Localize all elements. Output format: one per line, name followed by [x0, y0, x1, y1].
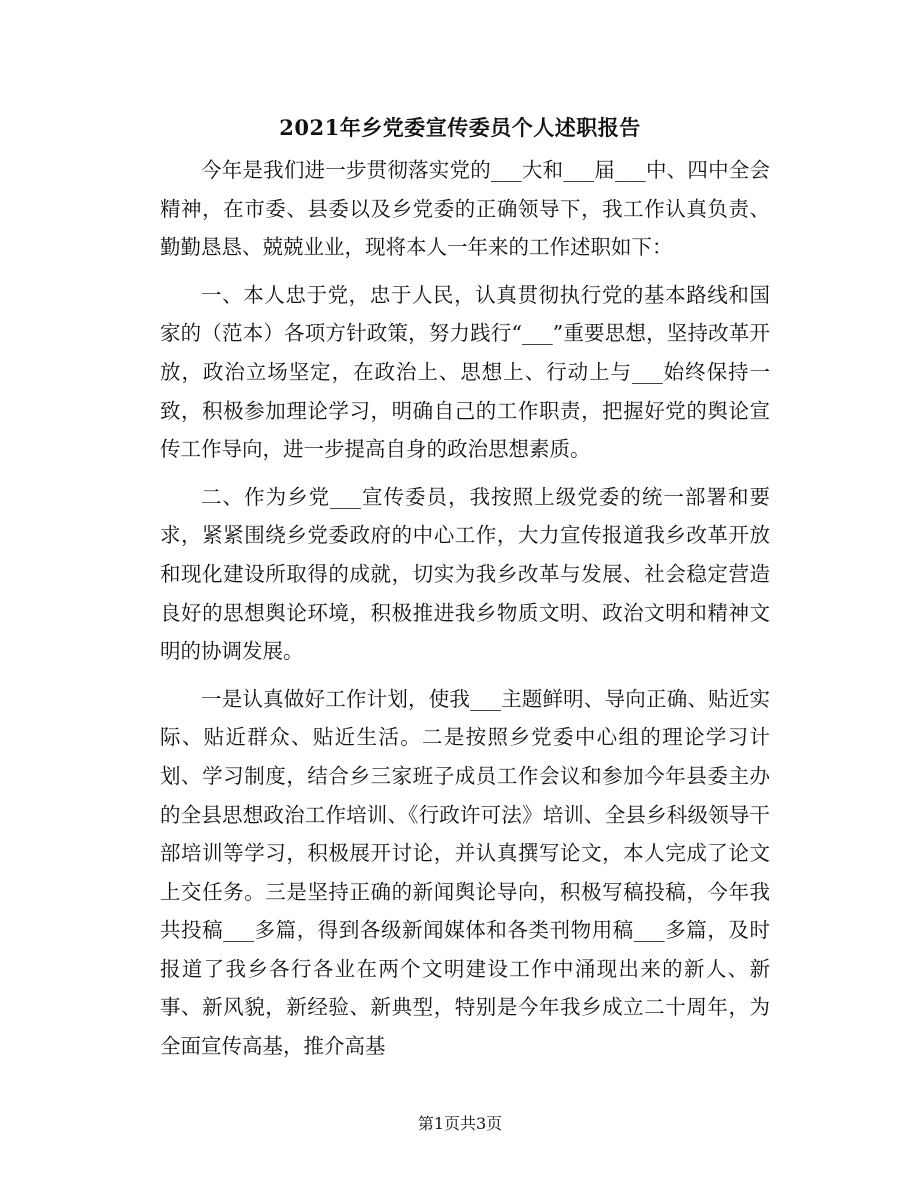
document-body: [160, 151, 770, 1066]
paragraph-work-details: 一是认真做好工作计划，使我___主题鲜明、导向正确、贴近实际、贴近群众、贴近生活。二是按照乡党委中心组的理论学习计划、学习制度，结合乡三家班子成员工作会议和参加今年县委主办的全县思想政治工作培训、《行政许可法》培训、全县乡科级领导干部培训等学习，积极展开讨论，并认真撰写论文，本人完成了论文上交任务。三是坚持正确的新闻舆论导向，积极写稿投稿，今年我共投稿___多篇，得到各级新闻媒体和各类刊物用稿___多篇，及时报道了我乡各行各业在两个文明建设工作中涌现出来的新人、新事、新风貌，新经验、新典型，特别是今年我乡成立二十周年，为全面宣传高基，推介高基: [160, 686, 770, 1059]
document-title: 2021年乡党委宣传委员个人述职报告: [279, 115, 641, 140]
paragraph-intro: 今年是我们进一步贯彻落实党的___大和___届___中、四中全会精神，在市委、县委以及乡党委的正确领导下，我工作认真负责、勤勤恳恳、兢兢业业，现将本人一年来的工作述职如下：: [160, 158, 770, 260]
paragraph-section-two: 二、作为乡党___宣传委员，我按照上级党委的统一部署和要求，紧紧围绕乡党委政府的中心工作，大力宣传报道我乡改革开放和现化建设所取得的成就，切实为我乡改革与发展、社会稳定营造良好的思想舆论环境，积极推进我乡物质文明、政治文明和精神文明的协调发展。: [160, 484, 770, 664]
paragraph-section-one: 一、本人忠于党，忠于人民，认真贯彻执行党的基本路线和国家的（范本）各项方针政策，努力践行“___”重要思想，坚持改革开放，政治立场坚定，在政治上、思想上、行动上与___始终保持一致，积极参加理论学习，明确自己的工作职责，把握好党的舆论宣传工作导向，进一步提高自身的政治思想素质。: [160, 282, 770, 462]
page-number: 第1页共3页: [417, 1114, 503, 1133]
